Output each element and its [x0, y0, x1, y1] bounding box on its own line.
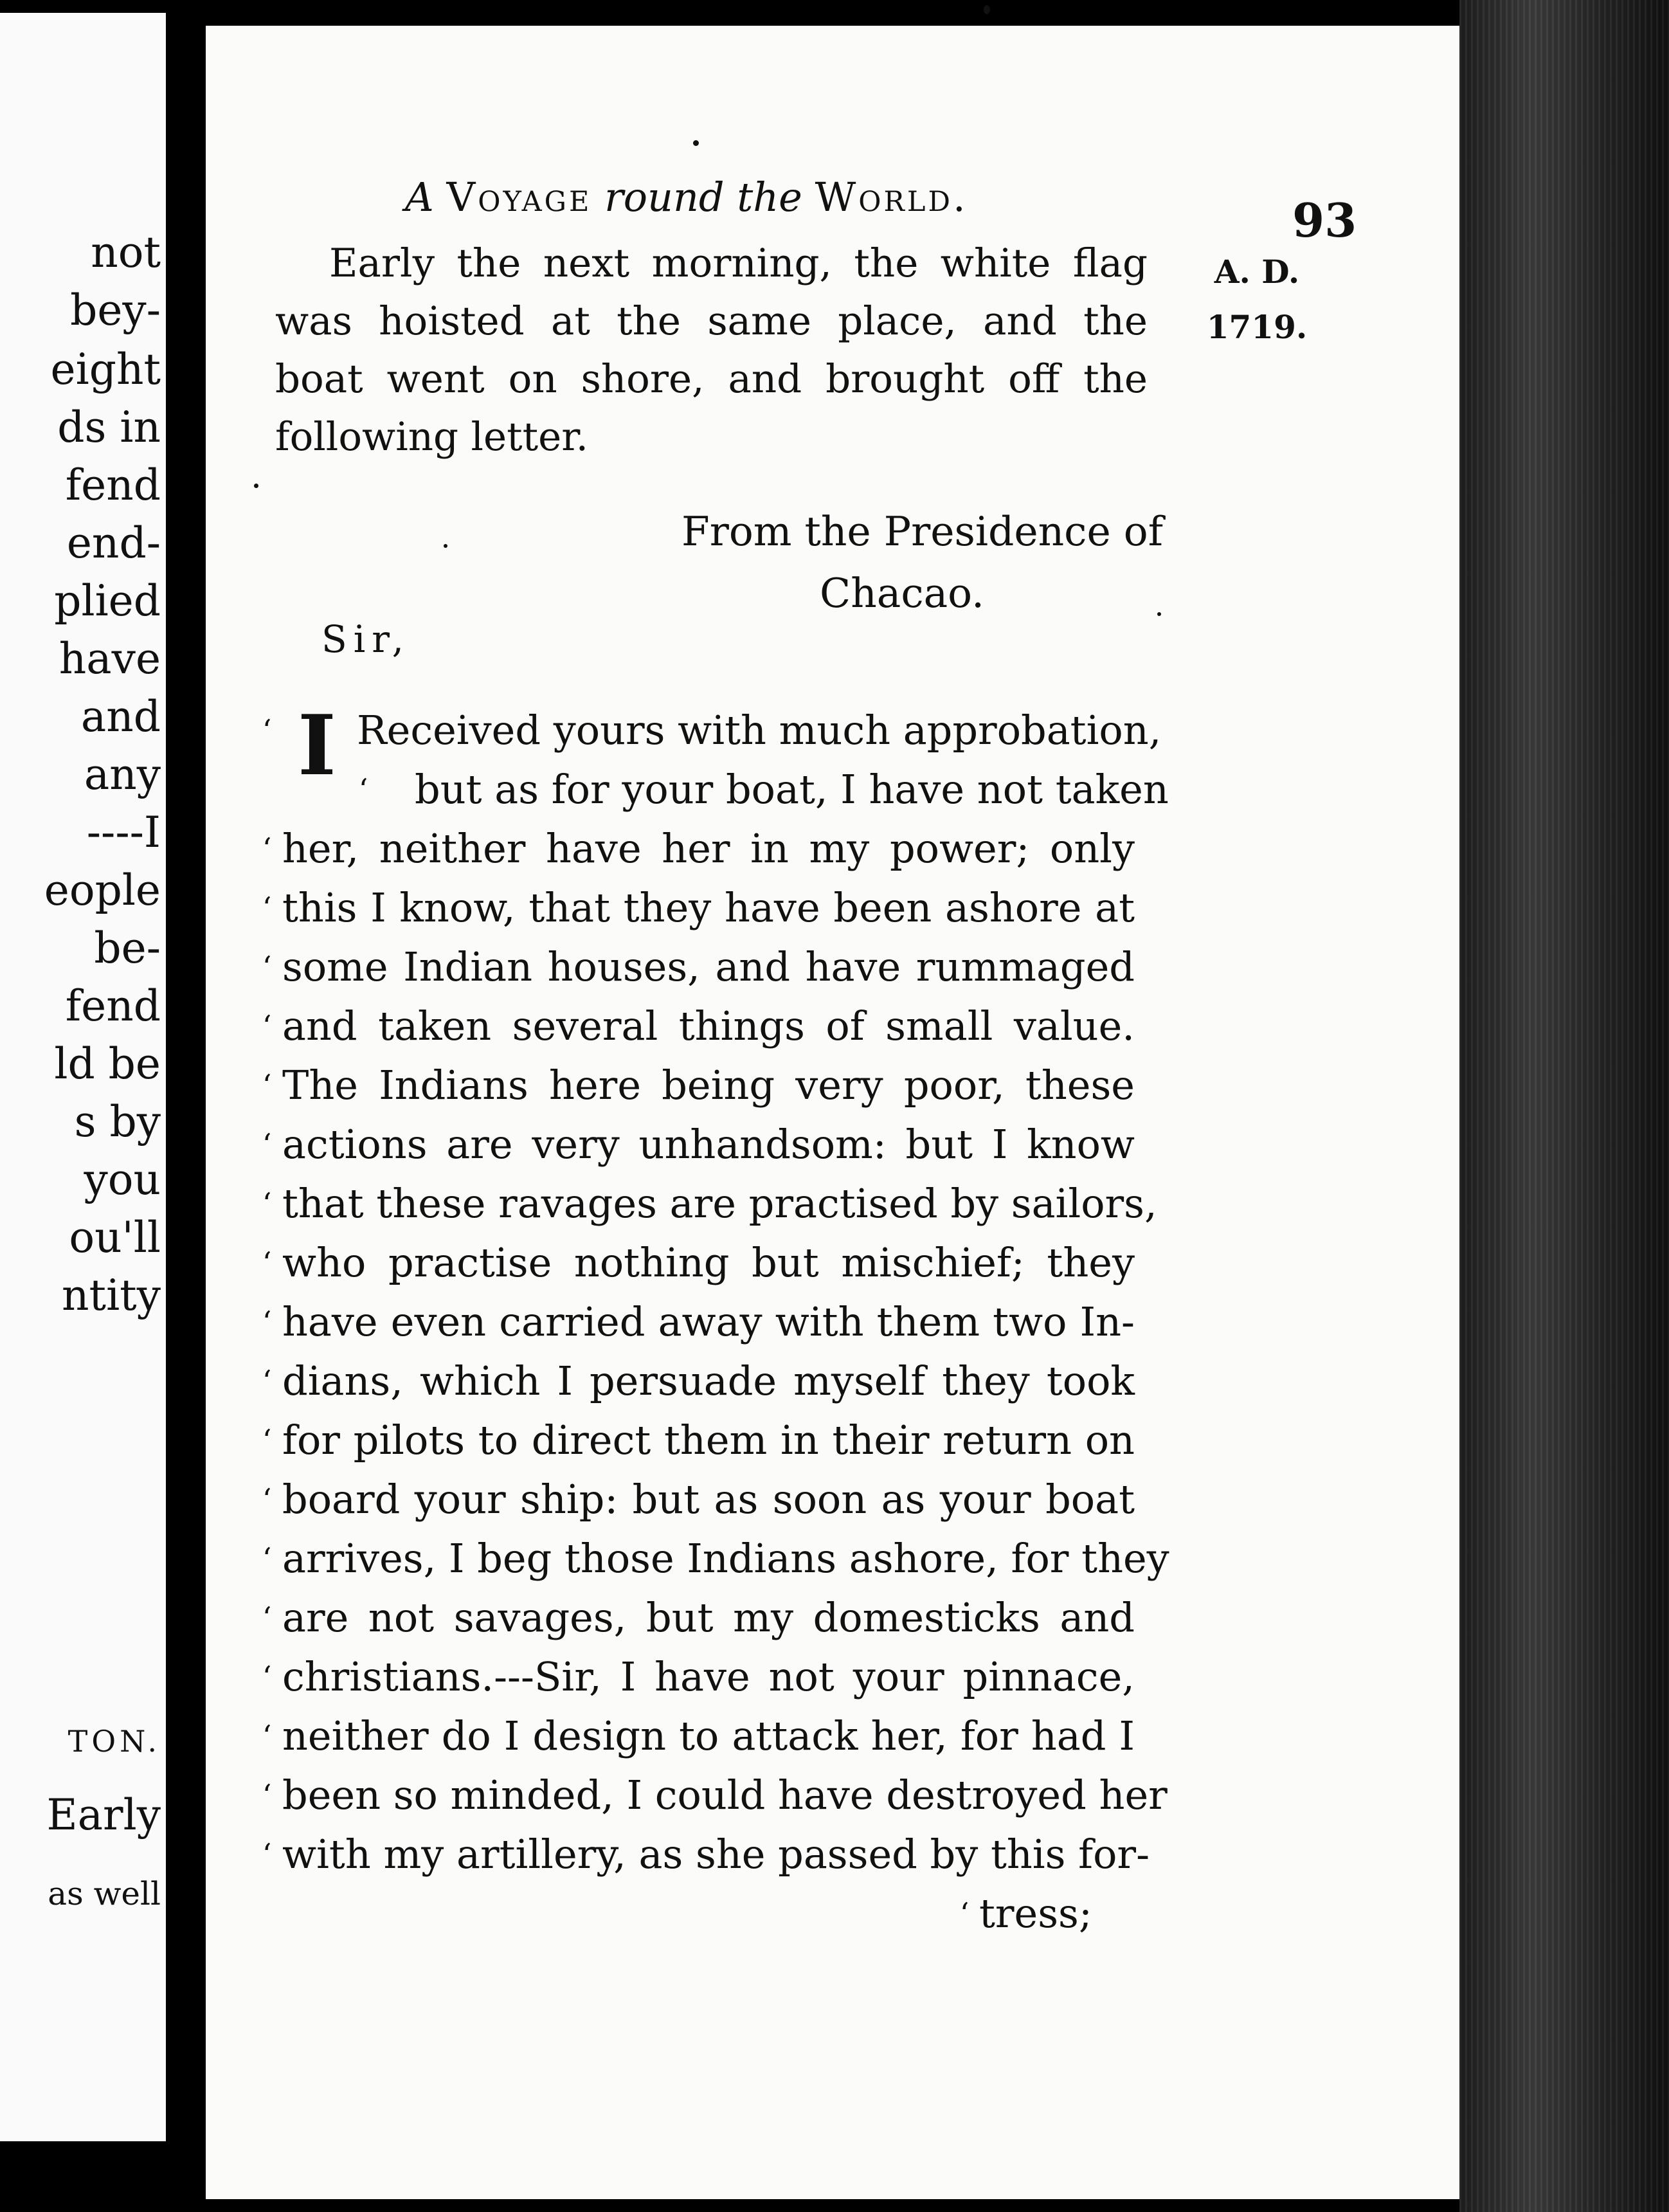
letter-line-text: some Indian houses, and have rummaged: [282, 943, 1135, 990]
quotation-mark: ‘: [262, 1719, 272, 1754]
quotation-mark: ‘: [262, 831, 272, 866]
letter-line-text: christians.---Sir, I have not your pinnace,: [282, 1653, 1135, 1700]
letter-line: [254, 1529, 1169, 1588]
ink-speck: [984, 5, 990, 14]
left-fragment: you: [84, 1155, 161, 1204]
letter-line-text: her, neither have her in my power; only: [282, 825, 1135, 872]
quotation-mark: ‘: [262, 1305, 272, 1339]
binding-edge: [1459, 0, 1669, 2212]
running-head-world: World.: [815, 174, 968, 221]
letter-line-text: actions are very unhandsom: but I know: [282, 1121, 1135, 1168]
left-fragment: as well: [48, 1875, 161, 1912]
intro-paragraph: [275, 235, 1148, 466]
letter-line: [254, 1292, 1135, 1352]
letter-line: [254, 1588, 1135, 1647]
running-head-voyage: Voyage: [446, 174, 592, 221]
left-fragment: not: [91, 228, 161, 277]
letter-body: [254, 698, 1169, 1942]
left-fragment: ou'll: [69, 1213, 161, 1262]
letter-line-text: The Indians here being very poor, these: [282, 1062, 1135, 1109]
letter-line-text: are not savages, but my domesticks and: [282, 1594, 1135, 1641]
letter-line: [254, 1056, 1135, 1115]
left-fragment: ----I: [86, 808, 161, 857]
left-fragment: ntity: [62, 1271, 161, 1320]
left-fragment: plied: [54, 576, 161, 626]
letter-line: [254, 1825, 1150, 1884]
gutter-shadow: [166, 0, 206, 2212]
left-fragment: fend: [65, 981, 161, 1031]
letter-line-text: who practise nothing but mischief; they: [282, 1239, 1135, 1286]
letter-line-text: this I know, that they have been ashore at: [282, 884, 1135, 931]
quotation-mark: ‘: [262, 1246, 272, 1280]
left-fragment: bey-: [70, 286, 161, 335]
left-fragment: end-: [66, 518, 161, 568]
left-fragment: eight: [50, 345, 161, 394]
left-fragment: be-: [94, 923, 161, 973]
quotation-mark: ‘: [262, 1423, 272, 1458]
letter-line-text: dians, which I persuade myself they took: [282, 1357, 1135, 1404]
left-fragment: s by: [74, 1097, 161, 1147]
running-head: [405, 174, 968, 221]
quotation-mark: ‘: [262, 1778, 272, 1813]
letter-line-text: been so minded, I could have destroyed her: [282, 1772, 1168, 1818]
left-fragment: ds in: [57, 403, 161, 452]
page-number: 93: [1292, 193, 1357, 248]
previous-page-fragment: [0, 13, 166, 2141]
drop-cap: I: [298, 698, 336, 794]
letter-line: [254, 1766, 1168, 1825]
letter-line: [254, 1411, 1135, 1470]
ink-speck: [444, 544, 447, 548]
letter-line-text: with my artillery, as she passed by this for-: [282, 1831, 1150, 1878]
letter-line: [254, 819, 1135, 878]
letter-line: [254, 1174, 1157, 1233]
letter-place: Chacao.: [820, 570, 985, 617]
quotation-mark: ‘: [262, 1600, 272, 1635]
letter-line: [254, 878, 1135, 938]
running-head-article: A: [405, 174, 434, 221]
intro-text: Early the next morning, the white flag was hoisted at the same place, and the boat went on shore, and brought off the following letter.: [275, 240, 1148, 460]
letter-line-text: board your ship: but as soon as your boat: [282, 1476, 1135, 1523]
quotation-mark: ‘: [262, 1009, 272, 1044]
quotation-mark: ‘: [262, 950, 272, 984]
ink-speck: [254, 484, 258, 488]
quotation-mark: ‘: [262, 713, 272, 748]
quotation-mark: ‘: [262, 1837, 272, 1872]
letter-line: [254, 997, 1135, 1056]
letter-line: [254, 1707, 1135, 1766]
catchword-line: [254, 1884, 1135, 1942]
left-fragment: ld be: [54, 1039, 161, 1089]
marginal-year: 1719.: [1206, 308, 1308, 346]
letter-line-text: for pilots to direct them in their return on: [282, 1417, 1135, 1464]
quotation-mark: ‘: [262, 1541, 272, 1576]
quotation-mark: ‘: [262, 1482, 272, 1517]
letter-line: [254, 760, 1169, 819]
letter-line: [254, 938, 1135, 997]
quotation-mark: ‘: [262, 1127, 272, 1162]
letter-line: [254, 1352, 1135, 1411]
quotation-mark: ‘: [262, 1660, 272, 1694]
letter-line-text: neither do I design to attack her, for had I: [282, 1712, 1135, 1759]
running-head-round-the: round the: [604, 174, 802, 221]
letter-line-text: and taken several things of small value.: [282, 1002, 1135, 1049]
quotation-mark: ‘: [959, 1896, 970, 1931]
letter-salutation: Sir,: [321, 617, 411, 661]
quotation-mark: ‘: [262, 1364, 272, 1399]
left-fragment: fend: [65, 460, 161, 510]
letter-line-text: arrives, I beg those Indians ashore, for they: [282, 1535, 1169, 1582]
quotation-mark: ‘: [262, 1186, 272, 1221]
ink-speck: [693, 140, 699, 146]
letter-line: [254, 1115, 1135, 1174]
quotation-mark: ‘: [262, 1068, 272, 1103]
quotation-mark: ‘: [262, 891, 272, 925]
left-fragment: TON.: [68, 1724, 161, 1759]
left-fragment: Early: [46, 1790, 161, 1840]
letter-line-text: that these ravages are practised by sailors,: [282, 1180, 1157, 1227]
ink-speck: [1157, 612, 1161, 616]
left-fragment: any: [84, 750, 161, 799]
left-fragment: eople: [44, 866, 161, 915]
quotation-mark: ‘: [358, 772, 368, 807]
catchword: tress;: [979, 1890, 1092, 1937]
left-fragment: and: [80, 692, 161, 741]
marginal-era: A. D.: [1214, 253, 1300, 291]
left-fragment: have: [59, 634, 161, 684]
letter-line-text: but as for your boat, I have not taken: [415, 766, 1169, 813]
letter-line: [254, 1470, 1135, 1529]
letter-line-text: have even carried away with them two In-: [282, 1298, 1135, 1345]
letter-line: [254, 1647, 1135, 1707]
letter-line: [254, 1233, 1135, 1292]
letter-heading: From the Presidence of: [681, 508, 1164, 555]
letter-line-text: Received yours with much approbation,: [357, 707, 1162, 754]
marginal-date: [1202, 244, 1312, 355]
